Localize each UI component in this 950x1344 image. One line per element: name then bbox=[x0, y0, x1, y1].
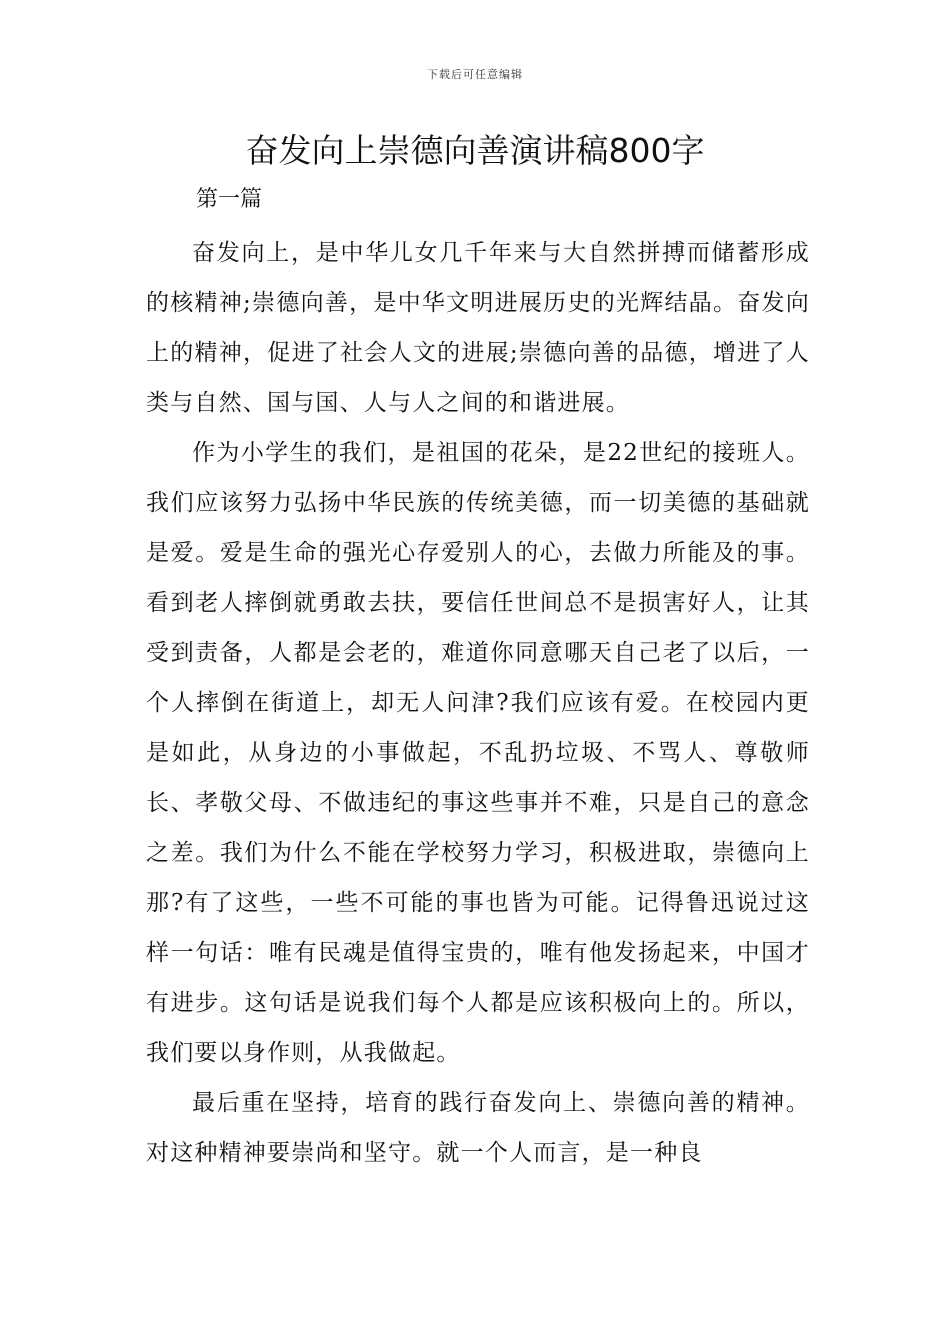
paragraph-2: 作为小学生的我们，是祖国的花朵，是22世纪的接班人。我们应该努力弘扬中华民族的传统美德，而一切美德的基础就是爱。爱是生命的强光心存爱别人的心，去做力所能及的事。看到老人摔倒就勇敢去扶，要信任世间总不是损害好人，让其受到责备，人都是会老的，难道你同意哪天自己老了以后，一个人摔倒在街道上，却无人问津?我们应该有爱。在校园内更是如此，从身边的小事做起，不乱扔垃圾、不骂人、尊敬师长、孝敬父母、不做违纪的事这些事并不难，只是自己的意念之差。我们为什么不能在学校努力学习，积极进取，崇德向上那?有了这些，一些不可能的事也皆为可能。记得鲁迅说过这样一句话：唯有民魂是值得宝贵的，唯有他发扬起来，中国才有进步。这句话是说我们每个人都是应该积极向上的。所以，我们要以身作则，从我做起。 bbox=[146, 440, 810, 1066]
document-body bbox=[146, 228, 810, 1178]
header-note: 下载后可任意编辑 bbox=[427, 68, 523, 81]
document-title: 奋发向上崇德向善演讲稿800字 bbox=[245, 131, 705, 170]
section-label: 第一篇 bbox=[196, 187, 263, 212]
paragraph-1: 奋发向上，是中华儿女几千年来与大自然拼搏而储蓄形成的核精神;崇德向善，是中华文明进展历史的光辉结晶。奋发向上的精神，促进了社会人文的进展;崇德向善的品德，增进了人类与自然、国与国、人与人之间的和谐进展。 bbox=[146, 240, 810, 416]
paragraph-3: 最后重在坚持，培育的践行奋发向上、崇德向善的精神。对这种精神要崇尚和坚守。就一个人而言，是一种良 bbox=[146, 1090, 810, 1166]
